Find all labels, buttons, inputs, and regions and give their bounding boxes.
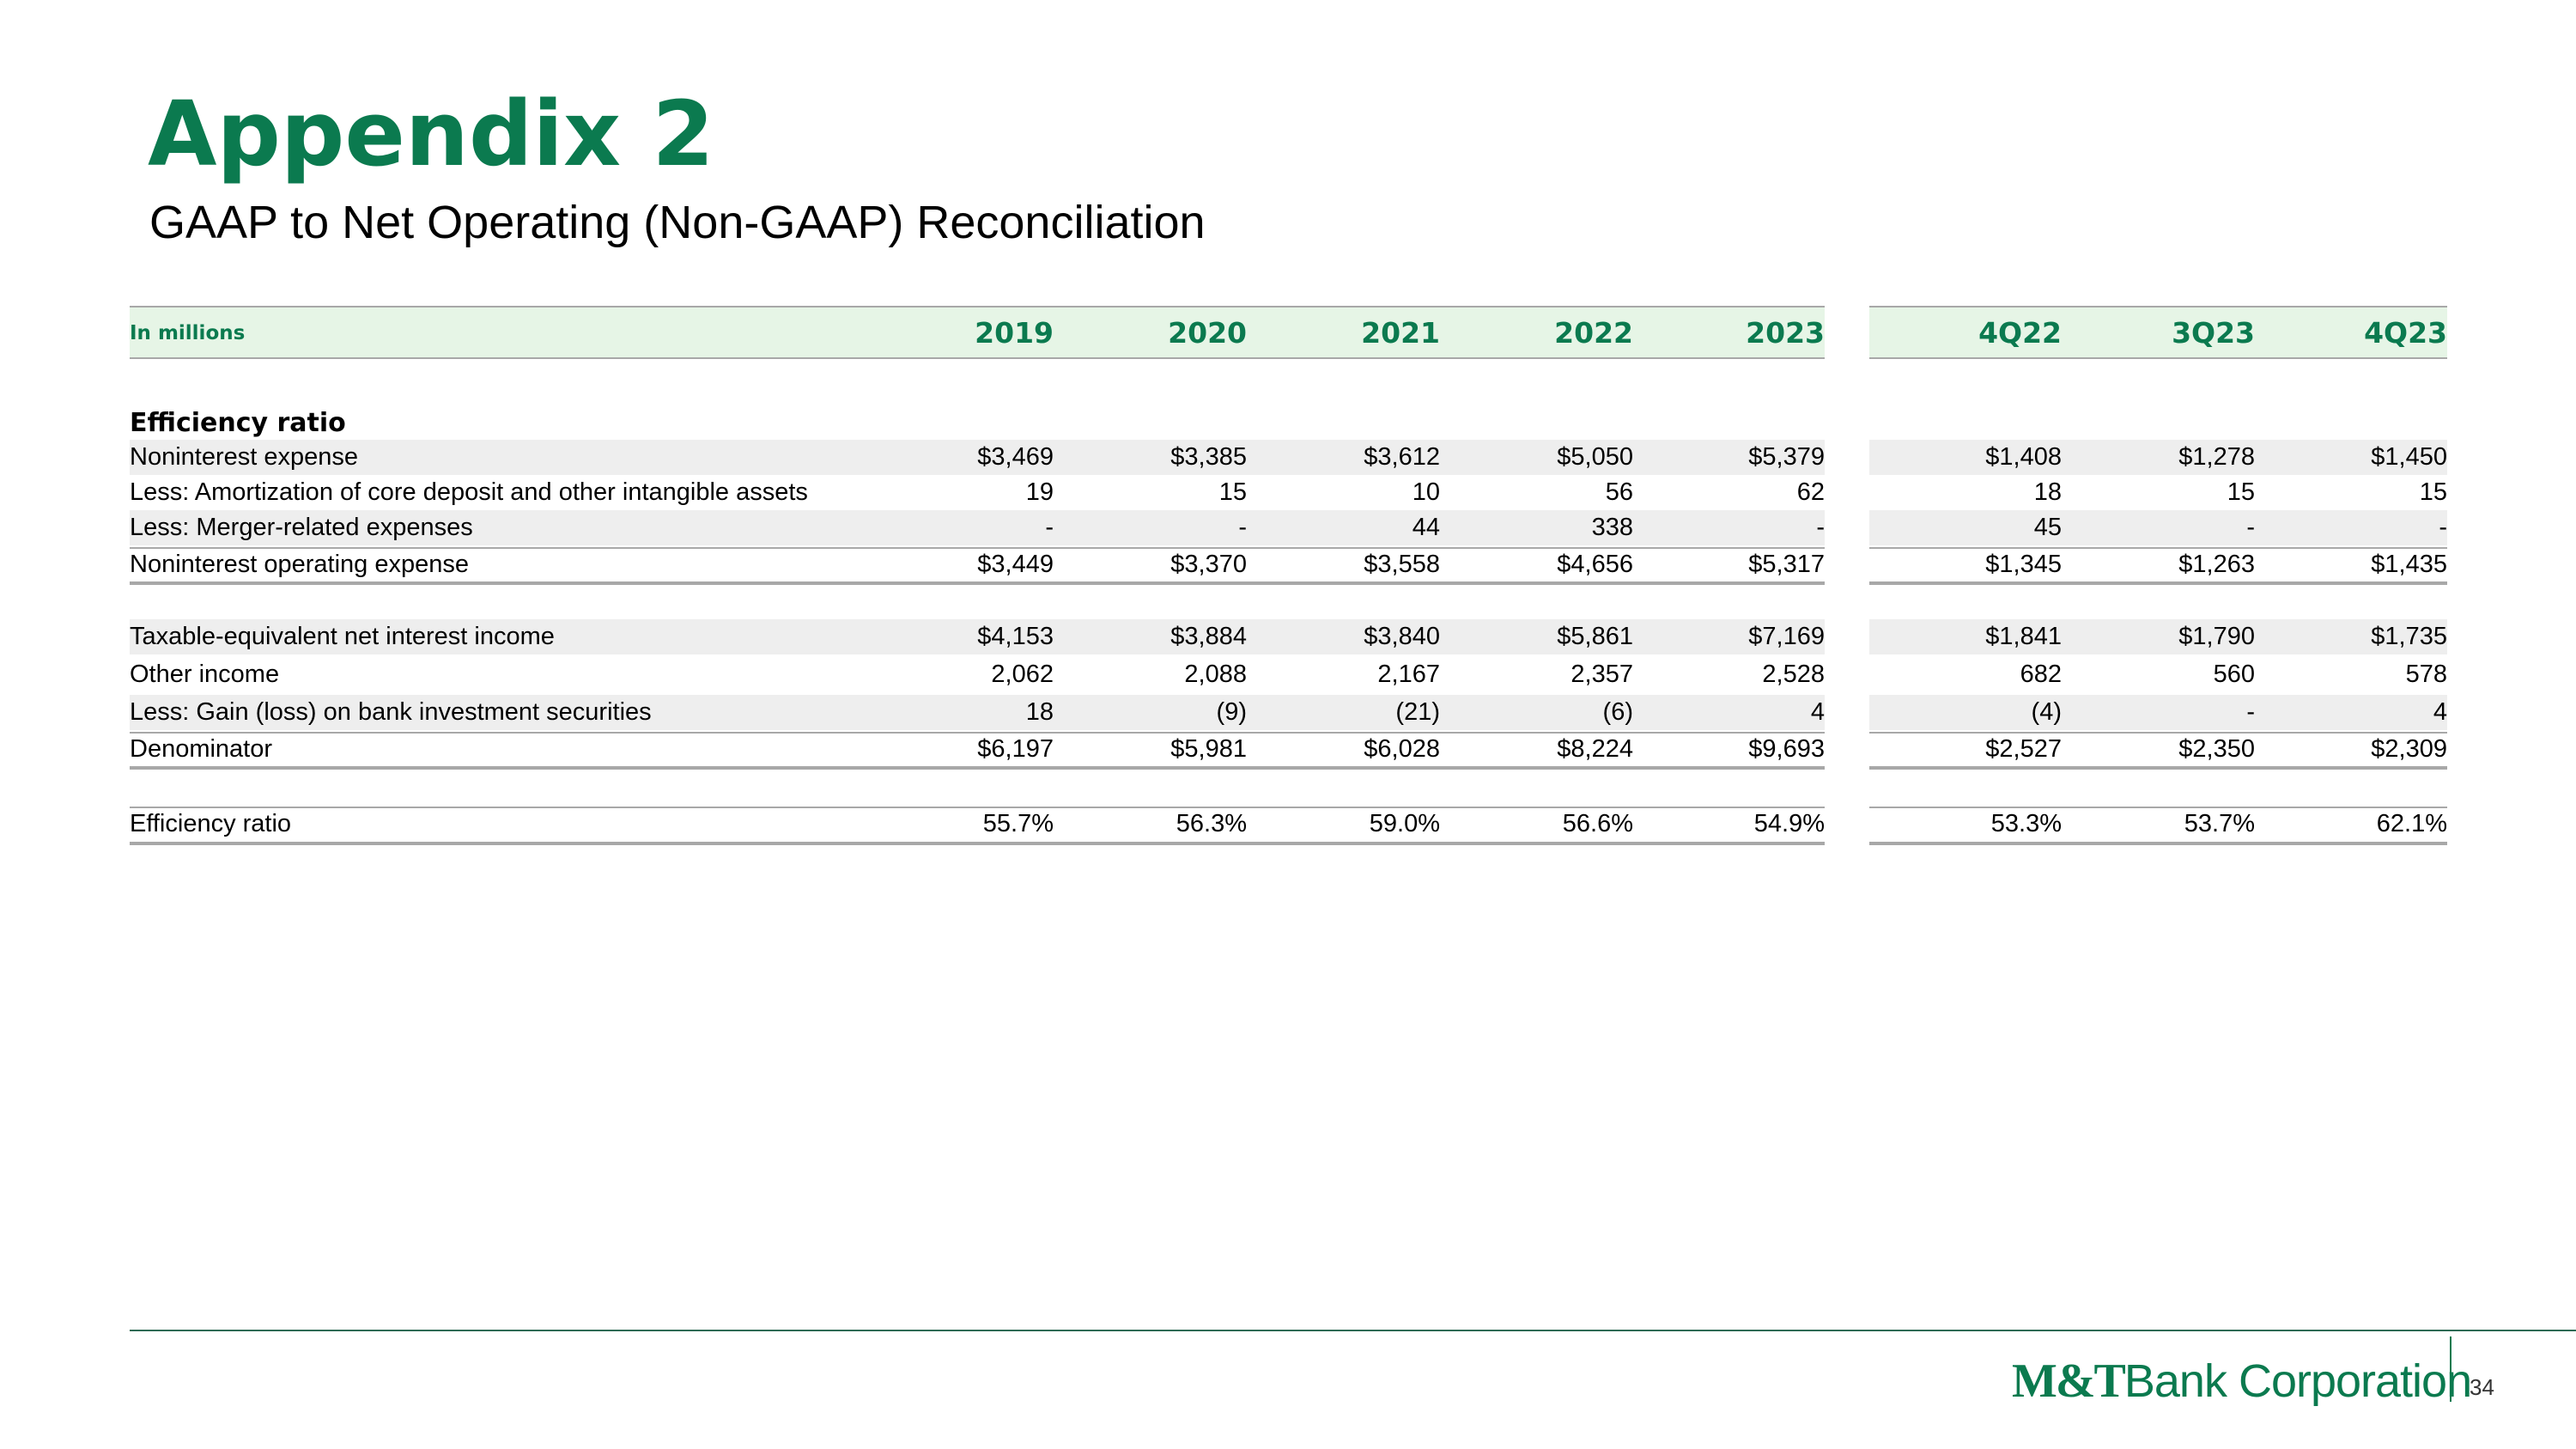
table-cell: $3,469 <box>977 443 1054 471</box>
table-cell: $1,450 <box>2371 443 2447 471</box>
table-cell: $2,350 <box>2178 735 2255 763</box>
table-cell: 53.7% <box>2184 810 2255 837</box>
footer-separator <box>2450 1336 2451 1402</box>
table-cell: $3,840 <box>1364 623 1440 650</box>
row-label: Noninterest expense <box>130 443 358 471</box>
table-cell: 62.1% <box>2376 810 2447 837</box>
table-cell: $5,981 <box>1170 735 1247 763</box>
table-cell: 4 <box>1810 698 1825 726</box>
table-cell: 45 <box>2033 514 2062 541</box>
table-cell: 15 <box>2419 478 2447 506</box>
table-cell: $4,656 <box>1557 551 1633 578</box>
total-rule <box>130 581 1825 585</box>
total-rule <box>1869 766 2447 770</box>
subtotal-rule <box>130 732 1825 734</box>
table-cell: (21) <box>1395 698 1440 726</box>
table-cell: - <box>2246 514 2255 541</box>
table-cell: $1,263 <box>2178 551 2255 578</box>
table-cell: 54.9% <box>1753 810 1825 837</box>
table-cell: 10 <box>1412 478 1440 506</box>
ratio-top-rule <box>130 807 1825 808</box>
table-cell: $3,385 <box>1170 443 1247 471</box>
table-cell: (9) <box>1216 698 1247 726</box>
footer-divider <box>130 1330 2576 1331</box>
logo-mark: M&T <box>2012 1355 2124 1408</box>
table-cell: 56 <box>1605 478 1633 506</box>
table-cell: 338 <box>1591 514 1633 541</box>
table-cell: $1,841 <box>1985 623 2062 650</box>
table-cell: - <box>1816 514 1825 541</box>
table-cell: 578 <box>2405 661 2447 688</box>
table-cell: 18 <box>1025 698 1054 726</box>
page-number: 34 <box>2470 1374 2494 1400</box>
table-cell: 2,357 <box>1571 661 1633 688</box>
subtotal-rule <box>1869 732 2447 734</box>
subtotal-rule <box>130 547 1825 549</box>
table-cell: 44 <box>1412 514 1440 541</box>
table-cell: 2,528 <box>1762 661 1825 688</box>
table-cell: $1,408 <box>1985 443 2062 471</box>
table-cell: $5,317 <box>1748 551 1825 578</box>
table-cell: - <box>2246 698 2255 726</box>
ratio-bottom-rule <box>130 842 1825 845</box>
table-cell: 4 <box>2433 698 2447 726</box>
table-cell: $3,449 <box>977 551 1054 578</box>
table-cell: $8,224 <box>1557 735 1633 763</box>
column-header-2019: 2019 <box>975 316 1054 350</box>
row-label: Less: Amortization of core deposit and other intangible assets <box>130 478 808 506</box>
row-label: Less: Merger-related expenses <box>130 514 473 541</box>
column-header-2020: 2020 <box>1168 316 1247 350</box>
table-cell: $3,370 <box>1170 551 1247 578</box>
subtotal-rule <box>1869 547 2447 549</box>
table-cell: $2,527 <box>1985 735 2062 763</box>
table-cell: 56.6% <box>1562 810 1633 837</box>
column-header-4q23: 4Q23 <box>2364 316 2447 350</box>
page-subtitle: GAAP to Net Operating (Non-GAAP) Reconciliation <box>149 197 1206 248</box>
table-cell: - <box>2439 514 2447 541</box>
logo-wordmark: Bank Corporation <box>2123 1355 2472 1407</box>
table-cell: 18 <box>2033 478 2062 506</box>
table-cell: $2,309 <box>2371 735 2447 763</box>
row-label: Denominator <box>130 735 273 763</box>
table-cell: $5,050 <box>1557 443 1633 471</box>
table-cell: (4) <box>2031 698 2062 726</box>
table-cell: - <box>1045 514 1054 541</box>
table-cell: $1,790 <box>2178 623 2255 650</box>
table-cell: 19 <box>1025 478 1054 506</box>
table-cell: 59.0% <box>1369 810 1440 837</box>
row-label: Efficiency ratio <box>130 810 292 837</box>
table-cell: $1,735 <box>2371 623 2447 650</box>
table-cell: $7,169 <box>1748 623 1825 650</box>
column-header-2022: 2022 <box>1554 316 1633 350</box>
table-cell: $3,884 <box>1170 623 1247 650</box>
table-cell: $3,612 <box>1364 443 1440 471</box>
table-cell: $1,278 <box>2178 443 2255 471</box>
row-label: Less: Gain (loss) on bank investment securities <box>130 698 652 726</box>
table-cell: - <box>1238 514 1247 541</box>
table-cell: 53.3% <box>1990 810 2062 837</box>
column-header-2023: 2023 <box>1746 316 1825 350</box>
page-title: Appendix 2 <box>148 82 714 186</box>
table-cell: $5,379 <box>1748 443 1825 471</box>
unit-label: In millions <box>130 322 246 344</box>
table-cell: 55.7% <box>982 810 1054 837</box>
table-cell: 15 <box>2227 478 2255 506</box>
table-cell: 15 <box>1218 478 1247 506</box>
ratio-top-rule <box>1869 807 2447 808</box>
table-cell: $9,693 <box>1748 735 1825 763</box>
section-title: Efficiency ratio <box>130 408 346 438</box>
table-cell: 62 <box>1796 478 1825 506</box>
table-cell: 2,088 <box>1184 661 1247 688</box>
table-cell: $3,558 <box>1364 551 1440 578</box>
ratio-bottom-rule <box>1869 842 2447 845</box>
column-header-4q22: 4Q22 <box>1978 316 2062 350</box>
column-header-3q23: 3Q23 <box>2172 316 2255 350</box>
row-label: Noninterest operating expense <box>130 551 469 578</box>
column-header-2021: 2021 <box>1361 316 1440 350</box>
table-cell: $6,028 <box>1364 735 1440 763</box>
total-rule <box>130 766 1825 770</box>
table-cell: (6) <box>1602 698 1633 726</box>
company-logo <box>2012 1355 2471 1407</box>
table-cell: $1,435 <box>2371 551 2447 578</box>
table-cell: $4,153 <box>977 623 1054 650</box>
table-cell: $1,345 <box>1985 551 2062 578</box>
table-cell: 56.3% <box>1176 810 1247 837</box>
total-rule <box>1869 581 2447 585</box>
row-label: Taxable-equivalent net interest income <box>130 623 555 650</box>
table-cell: $5,861 <box>1557 623 1633 650</box>
table-cell: 2,167 <box>1377 661 1440 688</box>
table-cell: 2,062 <box>991 661 1054 688</box>
row-label: Other income <box>130 661 280 688</box>
table-cell: 560 <box>2213 661 2255 688</box>
table-cell: $6,197 <box>977 735 1054 763</box>
table-cell: 682 <box>2020 661 2062 688</box>
